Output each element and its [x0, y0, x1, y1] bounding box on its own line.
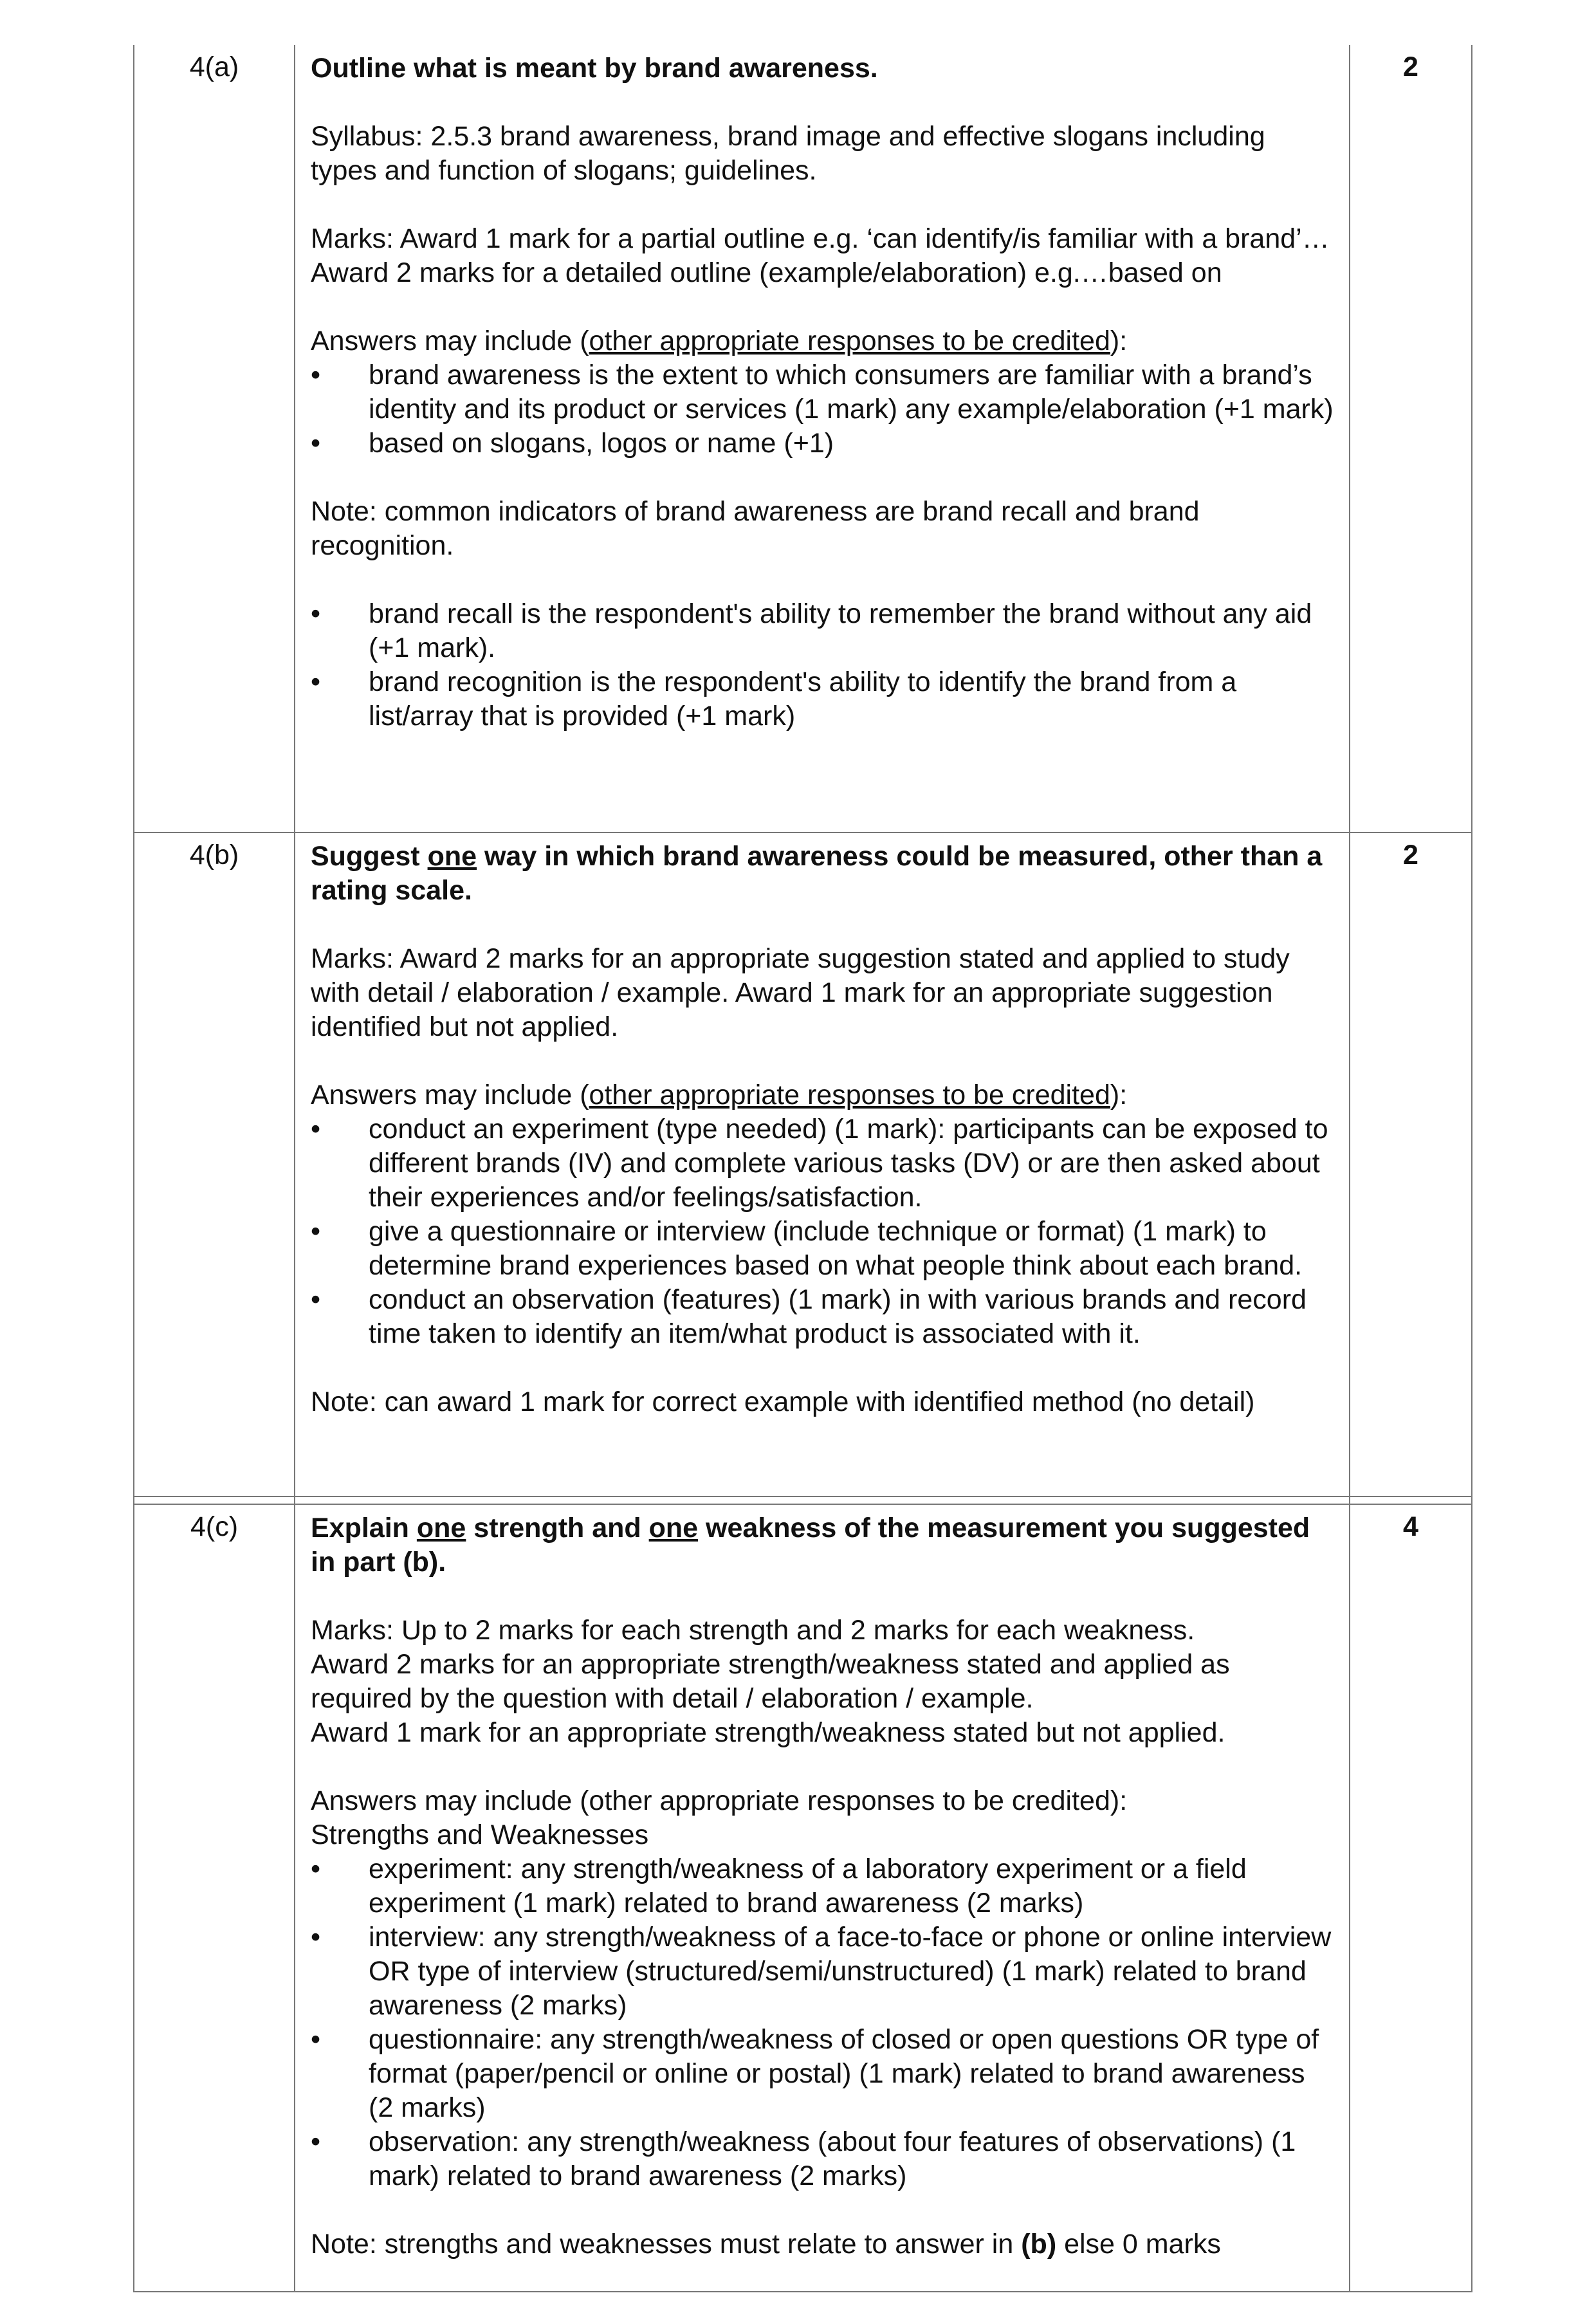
table-row [134, 1504, 1472, 2292]
list-item: • conduct an experiment (type needed) (1 mark): participants can be exposed to different brands (IV) and complete various tasks (DV) or are then asked about their experiences and/or feelings/satisfaction. [311, 1112, 1334, 1215]
syllabus-text: Syllabus: 2.5.3 brand awareness, brand image and effective slogans including types and function of slogans; guidelines. [311, 121, 1265, 186]
answer-cell [295, 1504, 1350, 2292]
answer-cell [295, 833, 1350, 1496]
subheading: Strengths and Weaknesses [311, 1819, 649, 1850]
note-text: Note: can award 1 mark for correct example with identified method (no detail) [311, 1386, 1255, 1417]
marks-value: 2 [1350, 833, 1472, 1496]
table-row [134, 833, 1472, 1496]
answer-bullet-list [311, 1112, 1334, 1351]
list-item: • brand recognition is the respondent's ability to identify the brand from a list/array that is provided (+1 mark) [311, 665, 1334, 733]
table-row [134, 45, 1472, 833]
marks-value: 4 [1350, 1504, 1472, 2292]
list-item: • questionnaire: any strength/weakness of closed or open questions OR type of format (paper/pencil or online or postal) (1 mark) related to brand awareness (2 marks) [311, 2023, 1334, 2125]
answers-intro: Answers may include (other appropriate responses to be credited): [311, 326, 1128, 356]
question-number: 4(a) [134, 45, 295, 833]
note-text: Note: common indicators of brand awareness are brand recall and brand recognition. [311, 496, 1200, 561]
list-item: • experiment: any strength/weakness of a laboratory experiment or a field experiment (1 mark) related to brand awareness (2 marks) [311, 1852, 1334, 1920]
note-text: Note: strengths and weaknesses must relate to answer in (b) else 0 marks [311, 2229, 1221, 2260]
marks-value: 2 [1350, 45, 1472, 833]
answers-intro: Answers may include (other appropriate responses to be credited): [311, 1080, 1128, 1110]
answer-bullet-list [311, 1852, 1334, 2193]
marking-guidance: Marks: Award 1 mark for a partial outline e.g. ‘can identify/is familiar with a brand’… Award 2 marks for a detailed outline (example/elaboration) e.g.…based on [311, 223, 1330, 288]
question-text: Suggest one way in which brand awareness could be measured, other than a rating scale. [311, 841, 1323, 906]
list-item: • give a questionnaire or interview (include technique or format) (1 mark) to determine brand experiences based on what people think about each brand. [311, 1215, 1334, 1283]
list-item: • brand recall is the respondent's ability to remember the brand without any aid (+1 mark). [311, 597, 1334, 665]
marking-guidance: Marks: Up to 2 marks for each strength and 2 marks for each weakness. Award 2 marks for an appropriate strength/weakness stated and applied as required by the question with detail / elaboration / example. Award 1 mark for an appropriate strength/weakness stated but not applied. [311, 1615, 1230, 1748]
mark-scheme-page [133, 45, 1472, 2292]
list-item: • observation: any strength/weakness (about four features of observations) (1 mark) related to brand awareness (2 marks) [311, 2125, 1334, 2193]
question-number: 4(b) [134, 833, 295, 1496]
question-text: Outline what is meant by brand awareness. [311, 53, 878, 84]
question-number: 4(c) [134, 1504, 295, 2292]
answer-bullet-list [311, 597, 1334, 733]
answer-bullet-list [311, 358, 1334, 461]
list-item: • conduct an observation (features) (1 mark) in with various brands and record time taken to identify an item/what product is associated with it. [311, 1283, 1334, 1351]
mark-scheme-table [133, 45, 1472, 2292]
answers-intro: Answers may include (other appropriate responses to be credited): [311, 1785, 1128, 1816]
marking-guidance: Marks: Award 2 marks for an appropriate suggestion stated and applied to study with detail / elaboration / example. Award 1 mark for an appropriate suggestion identified but not applied. [311, 943, 1290, 1042]
question-text: Explain one strength and one weakness of the measurement you suggested in part (b). [311, 1513, 1310, 1578]
row-separator [134, 1496, 1472, 1504]
answer-cell [295, 45, 1350, 833]
list-item: • brand awareness is the extent to which consumers are familiar with a brand’s identity and its product or services (1 mark) any example/elaboration (+1 mark) [311, 358, 1334, 427]
list-item: • interview: any strength/weakness of a face-to-face or phone or online interview OR type of interview (structured/semi/unstructured) (1 mark) related to brand awareness (2 marks) [311, 1920, 1334, 2023]
list-item: • based on slogans, logos or name (+1) [311, 427, 1334, 461]
